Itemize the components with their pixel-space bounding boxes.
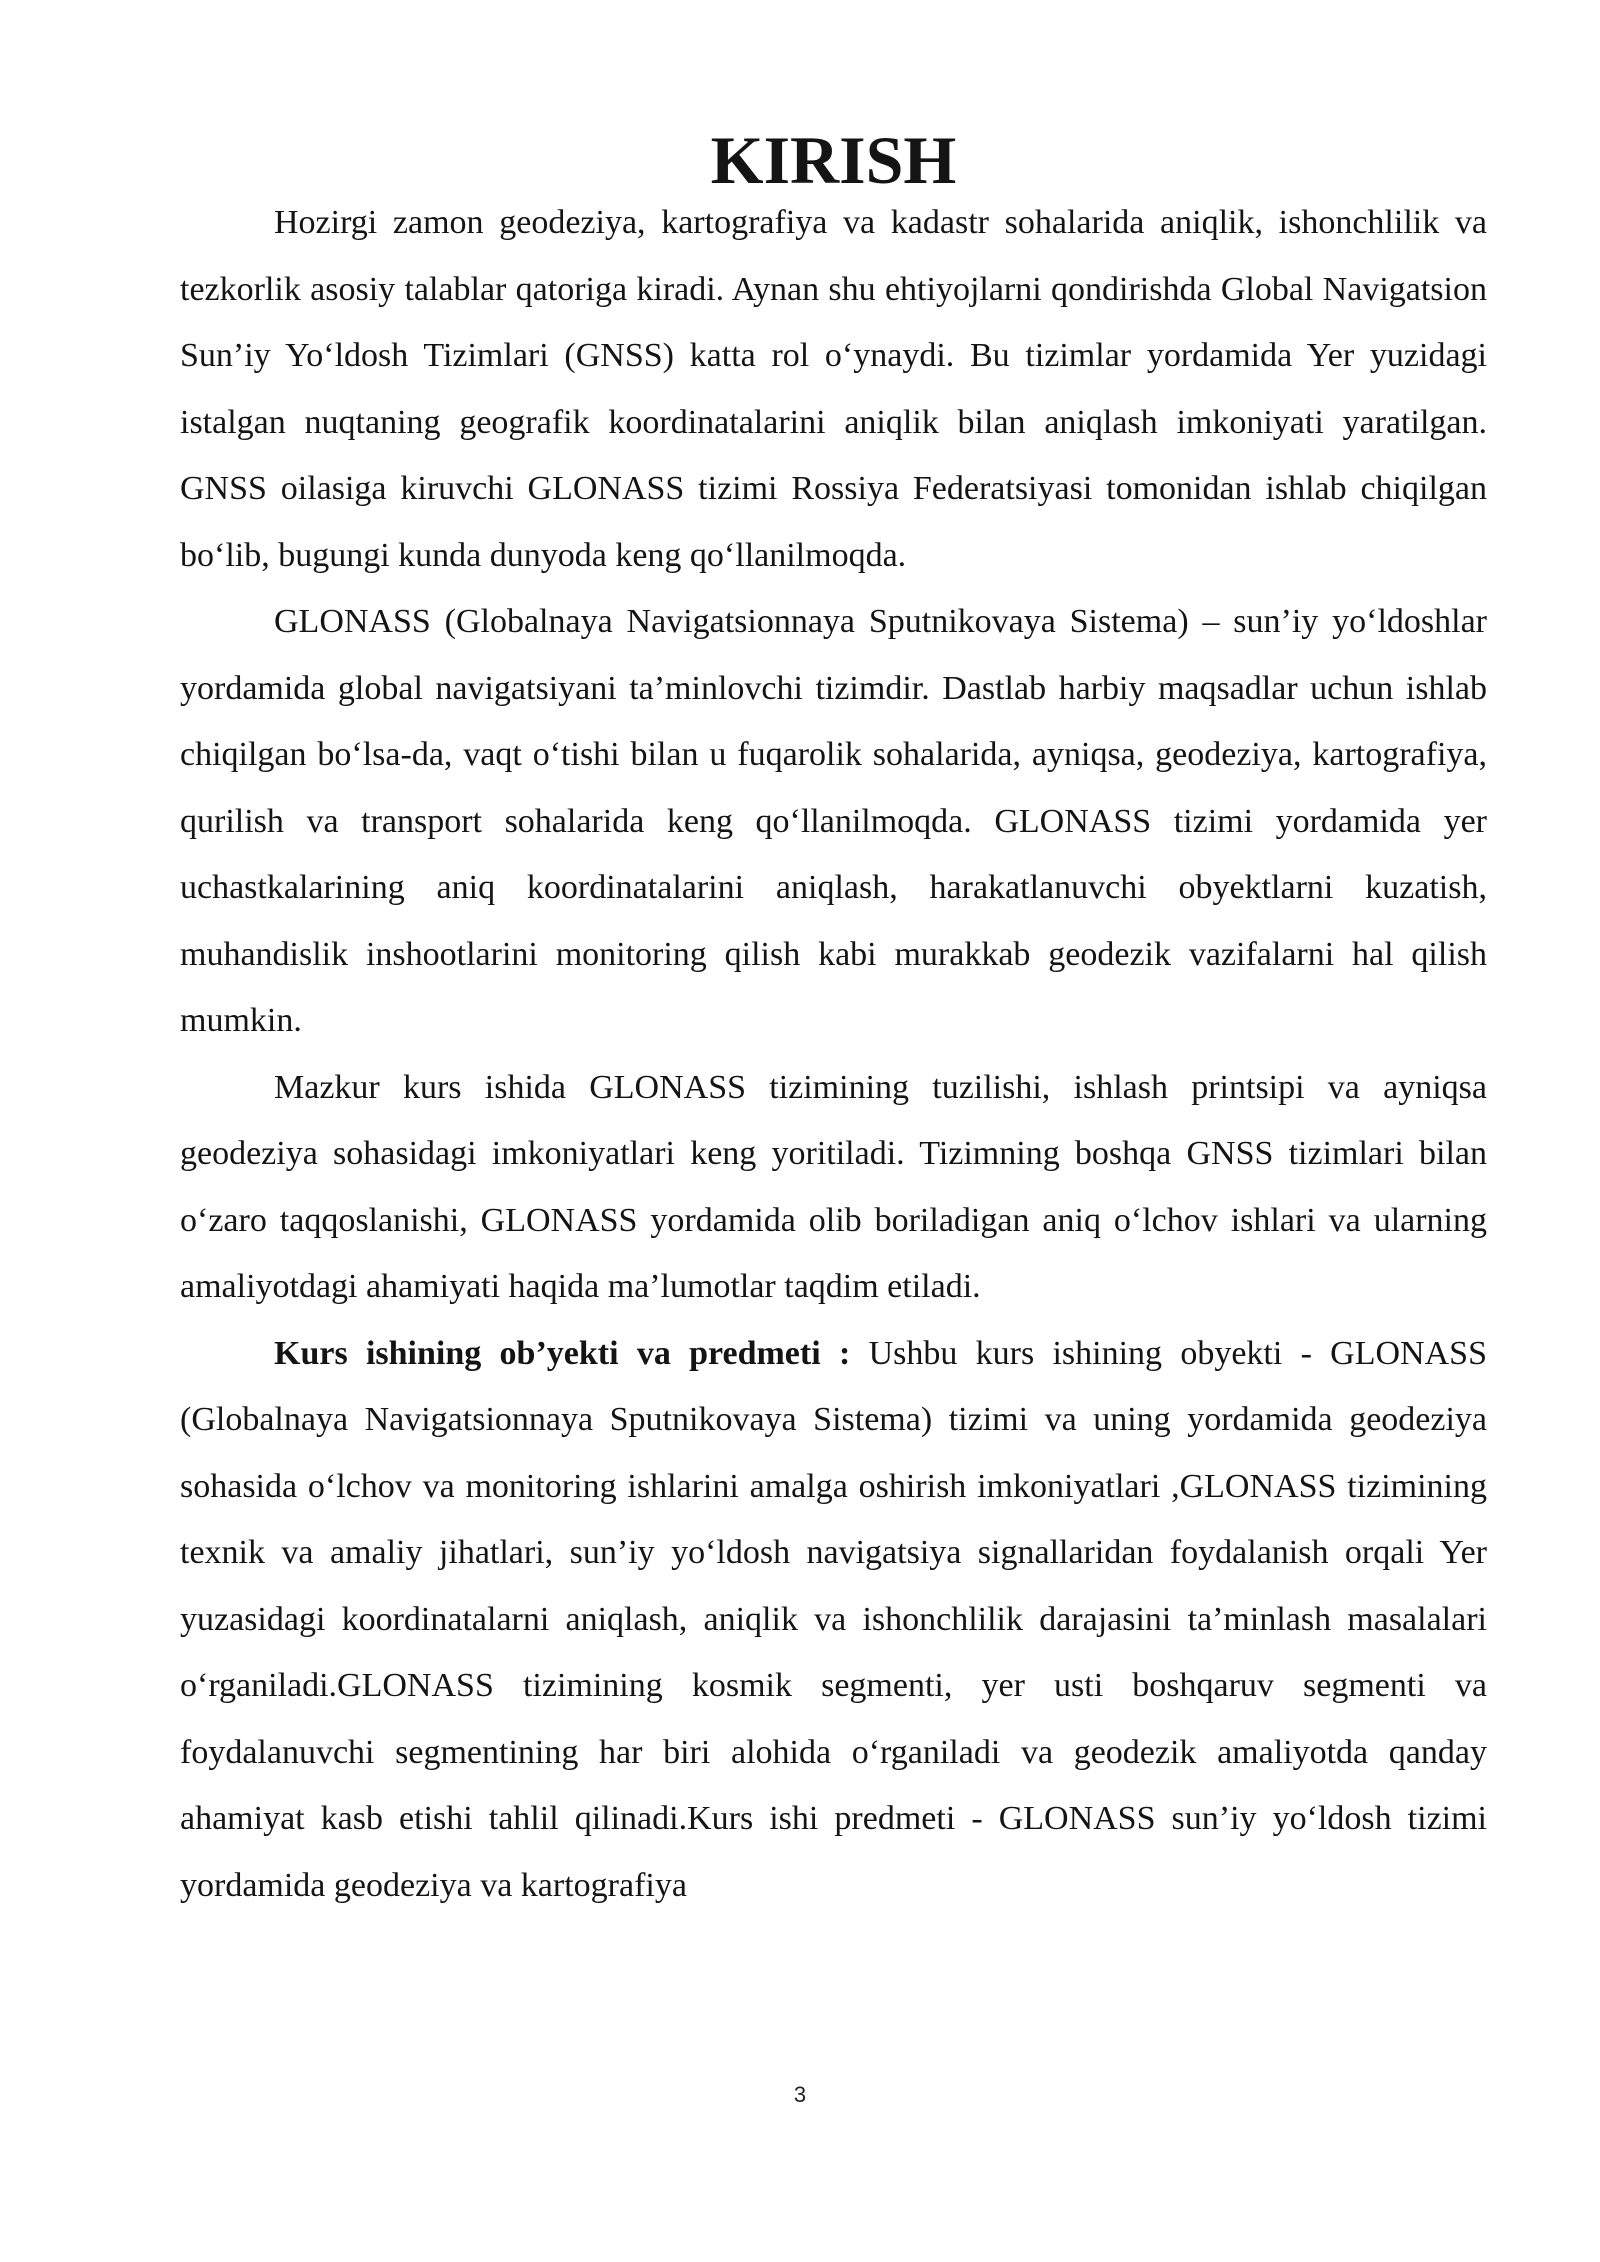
paragraph-intro: Hozirgi zamon geodeziya, kartografiya va kadastr sohalarida aniqlik, ishonchlilik va tezkorlik asosiy talablar qatoriga kiradi. Aynan shu ehtiyojlarni qondirishda Global Navigatsion Sun’iy Yo‘ldosh Tizimlari (GNSS) katta rol o‘ynaydi. Bu tizimlar yordamida Yer yuzidagi istalgan nuqtaning geografik koordinatalarini aniqlik bilan aniqlash imkoniyati yaratilgan. GNSS oilasiga kiruvchi GLONASS tizimi Rossiya Federatsiyasi tomonidan ishlab chiqilgan bo‘lib, bugungi kunda dunyoda keng qo‘llanilmoqda. (180, 204, 1487, 574)
page-number: 3 (793, 2082, 807, 2107)
paragraph-object-subject (180, 1321, 1487, 1920)
paragraph-lead-heading: Kurs ishining ob’yekti va predmeti : (274, 1334, 851, 1372)
paragraph-course-scope: Mazkur kurs ishida GLONASS tizimining tuzilishi, ishlash printsipi va ayniqsa geodeziya sohasidagi imkoniyatlari keng yoritiladi. Tizimning boshqa GNSS tizimlari bilan o‘zaro taqqoslanishi, GLONASS yordamida olib boriladigan aniq o‘lchov ishlari va ularning amaliyotdagi ahamiyati haqida ma’lumotlar taqdim etiladi. (180, 1068, 1487, 1305)
page-content (180, 122, 1487, 1919)
paragraph-object-subject-text: Ushbu kurs ishining obyekti - GLONASS (Globalnaya Navigatsionnaya Sputnikovaya Sistema) tizimi va uning yordamida geodeziya sohasida o‘lchov va monitoring ishlarini amalga oshirish imkoniyatlari ,GLONASS tizimining texnik va amaliy jihatlari, sun’iy yo‘ldosh navigatsiya signallaridan foydalanish orqali Yer yuzasidagi koordinatalarni aniqlash, aniqlik va ishonchlilik darajasini ta’minlash masalalari o‘rganiladi.GLONASS tizimining kosmik segmenti, yer usti boshqaruv segmenti va foydalanuvchi segmentining har biri alohida o‘rganiladi va geodezik amaliyotda qanday ahamiyat kasb etishi tahlil qilinadi.Kurs ishi predmeti - GLONASS sun’iy yo‘ldosh tizimi yordamida geodeziya va kartografiya (180, 1334, 1487, 1904)
paragraph-glonass-definition: GLONASS (Globalnaya Navigatsionnaya Sputnikovaya Sistema) – sun’iy yo‘ldoshlar yordamida global navigatsiyani ta’minlovchi tizimdir. Dastlab harbiy maqsadlar uchun ishlab chiqilgan bo‘lsa-da, vaqt o‘tishi bilan u fuqarolik sohalarida, ayniqsa, geodeziya, kartografiya, qurilish va transport sohalarida keng qo‘llanilmoqda. GLONASS tizimi yordamida yer uchastkalarining aniq koordinatalarini aniqlash, harakatlanuvchi obyektlarni kuzatish, muhandislik inshootlarini monitoring qilish kabi murakkab geodezik vazifalarni hal qilish mumkin. (180, 603, 1487, 1039)
page-title: KIRISH (710, 122, 957, 198)
